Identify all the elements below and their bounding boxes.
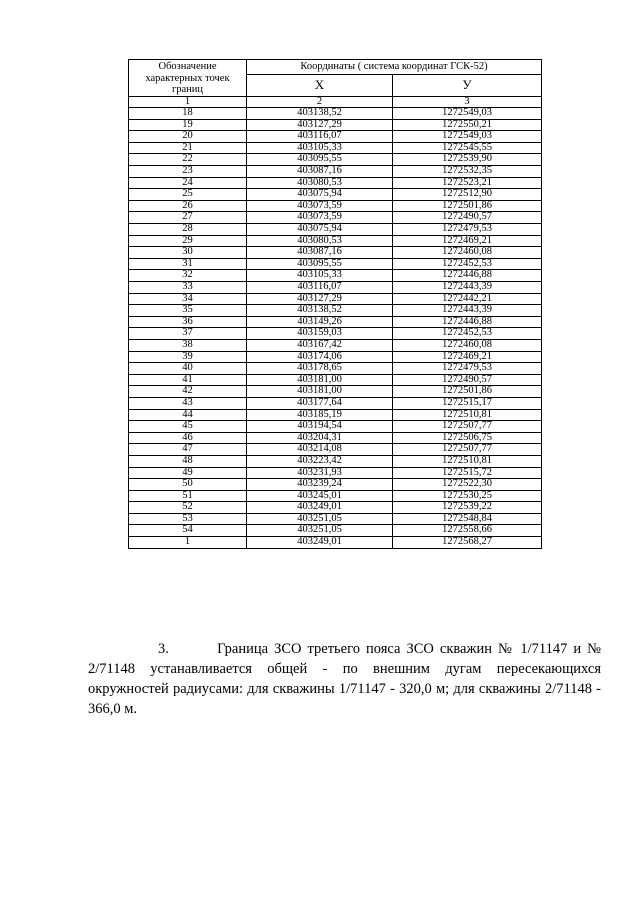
table-body [129,108,542,549]
table-row [129,235,542,247]
y-cell: 1272506,75 [393,432,542,444]
header-coordinates: Координаты ( система координат ГСК-52) [247,60,542,75]
table-row [129,270,542,282]
point-cell: 1 [129,537,247,549]
point-cell: 30 [129,247,247,259]
table-row [129,525,542,537]
x-cell: 403249,01 [247,537,393,549]
table-row [129,258,542,270]
y-cell: 1272550,21 [393,119,542,131]
x-cell: 403095,55 [247,258,393,270]
x-cell: 403087,16 [247,166,393,178]
header-x: X [247,75,393,96]
point-cell: 27 [129,212,247,224]
x-cell: 403181,00 [247,374,393,386]
point-cell: 39 [129,351,247,363]
y-cell: 1272515,17 [393,397,542,409]
table-row [129,119,542,131]
y-cell: 1272442,21 [393,293,542,305]
x-cell: 403174,06 [247,351,393,363]
table-row [129,200,542,212]
table-row [129,142,542,154]
x-cell: 403204,31 [247,432,393,444]
x-cell: 403080,53 [247,235,393,247]
x-cell: 403073,59 [247,200,393,212]
point-cell: 36 [129,316,247,328]
x-cell: 403080,53 [247,177,393,189]
column-number-2: 2 [247,96,393,108]
point-cell: 42 [129,386,247,398]
y-cell: 1272501,86 [393,386,542,398]
point-cell: 35 [129,305,247,317]
x-cell: 403194,54 [247,421,393,433]
y-cell: 1272460,08 [393,247,542,259]
y-cell: 1272510,81 [393,455,542,467]
point-cell: 26 [129,200,247,212]
table-row [129,537,542,549]
y-cell: 1272568,27 [393,537,542,549]
table-row [129,397,542,409]
x-cell: 403214,08 [247,444,393,456]
x-cell: 403116,07 [247,282,393,294]
y-cell: 1272515,72 [393,467,542,479]
table-row [129,177,542,189]
table-row [129,444,542,456]
y-cell: 1272460,08 [393,339,542,351]
x-cell: 403167,42 [247,339,393,351]
table-row [129,316,542,328]
x-cell: 403105,33 [247,270,393,282]
y-cell: 1272446,88 [393,270,542,282]
point-cell: 18 [129,108,247,120]
x-cell: 403249,01 [247,502,393,514]
y-cell: 1272469,21 [393,351,542,363]
table-row [129,467,542,479]
point-cell: 51 [129,490,247,502]
point-cell: 46 [129,432,247,444]
point-cell: 44 [129,409,247,421]
table-row [129,154,542,166]
table-row [129,386,542,398]
point-cell: 23 [129,166,247,178]
boundary-paragraph [88,639,601,719]
table-row [129,247,542,259]
y-cell: 1272523,21 [393,177,542,189]
x-cell: 403127,29 [247,119,393,131]
table-row [129,455,542,467]
y-cell: 1272539,90 [393,154,542,166]
y-cell: 1272548,84 [393,513,542,525]
point-cell: 32 [129,270,247,282]
point-cell: 48 [129,455,247,467]
x-cell: 403239,24 [247,479,393,491]
y-cell: 1272532,35 [393,166,542,178]
point-cell: 40 [129,363,247,375]
y-cell: 1272501,86 [393,200,542,212]
x-cell: 403223,42 [247,455,393,467]
point-cell: 38 [129,339,247,351]
table-row [129,479,542,491]
header-designation: Обозначение характерных точек границ [129,60,247,97]
y-cell: 1272469,21 [393,235,542,247]
table-row [129,212,542,224]
point-cell: 25 [129,189,247,201]
x-cell: 403159,03 [247,328,393,340]
y-cell: 1272558,66 [393,525,542,537]
y-cell: 1272479,53 [393,363,542,375]
table-row [129,363,542,375]
x-cell: 403075,94 [247,224,393,236]
y-cell: 1272530,25 [393,490,542,502]
table-row [129,293,542,305]
x-cell: 403149,26 [247,316,393,328]
paragraph-text: Граница ЗСО третьего пояса ЗСО скважин № 1/71147 и № 2/71148 устанавливается общей - по внешним дугам пересекающихся окружностей радиусами: для скважины 1/71147 - 320,0 м; для скважины 2/71148 - 366,0 м. [88,640,601,717]
x-cell: 403105,33 [247,142,393,154]
table-row [129,421,542,433]
table-row [129,166,542,178]
coordinates-table [128,59,542,549]
table-row [129,131,542,143]
x-cell: 403075,94 [247,189,393,201]
y-cell: 1272507,77 [393,444,542,456]
point-cell: 47 [129,444,247,456]
y-cell: 1272545,55 [393,142,542,154]
y-cell: 1272539,22 [393,502,542,514]
y-cell: 1272446,88 [393,316,542,328]
point-cell: 31 [129,258,247,270]
x-cell: 403177,64 [247,397,393,409]
y-cell: 1272479,53 [393,224,542,236]
point-cell: 22 [129,154,247,166]
table-row [129,513,542,525]
x-cell: 403251,05 [247,525,393,537]
table-row [129,351,542,363]
y-cell: 1272452,53 [393,258,542,270]
point-cell: 49 [129,467,247,479]
table-row [129,189,542,201]
point-cell: 34 [129,293,247,305]
y-cell: 1272512,90 [393,189,542,201]
y-cell: 1272443,39 [393,305,542,317]
x-cell: 403185,19 [247,409,393,421]
table-row [129,305,542,317]
header-y: У [393,75,542,96]
y-cell: 1272490,57 [393,212,542,224]
table-row [129,490,542,502]
x-cell: 403138,52 [247,305,393,317]
column-number-3: 3 [393,96,542,108]
point-cell: 54 [129,525,247,537]
point-cell: 53 [129,513,247,525]
x-cell: 403127,29 [247,293,393,305]
point-cell: 29 [129,235,247,247]
table-row [129,502,542,514]
point-cell: 28 [129,224,247,236]
point-cell: 33 [129,282,247,294]
point-cell: 52 [129,502,247,514]
table-row [129,224,542,236]
x-cell: 403095,55 [247,154,393,166]
y-cell: 1272549,03 [393,108,542,120]
point-cell: 50 [129,479,247,491]
point-cell: 41 [129,374,247,386]
x-cell: 403245,01 [247,490,393,502]
x-cell: 403073,59 [247,212,393,224]
x-cell: 403087,16 [247,247,393,259]
point-cell: 37 [129,328,247,340]
x-cell: 403231,93 [247,467,393,479]
table-row [129,328,542,340]
table-row [129,282,542,294]
point-cell: 45 [129,421,247,433]
paragraph-number: 3. [158,640,169,657]
table-row [129,108,542,120]
table-row [129,374,542,386]
x-cell: 403181,00 [247,386,393,398]
y-cell: 1272490,57 [393,374,542,386]
point-cell: 24 [129,177,247,189]
y-cell: 1272510,81 [393,409,542,421]
table-row [129,432,542,444]
x-cell: 403116,07 [247,131,393,143]
y-cell: 1272507,77 [393,421,542,433]
x-cell: 403138,52 [247,108,393,120]
point-cell: 20 [129,131,247,143]
table-row [129,409,542,421]
point-cell: 43 [129,397,247,409]
point-cell: 19 [129,119,247,131]
x-cell: 403178,65 [247,363,393,375]
y-cell: 1272549,03 [393,131,542,143]
y-cell: 1272452,53 [393,328,542,340]
column-number-1: 1 [129,96,247,108]
point-cell: 21 [129,142,247,154]
x-cell: 403251,05 [247,513,393,525]
table-row [129,339,542,351]
y-cell: 1272522,30 [393,479,542,491]
y-cell: 1272443,39 [393,282,542,294]
